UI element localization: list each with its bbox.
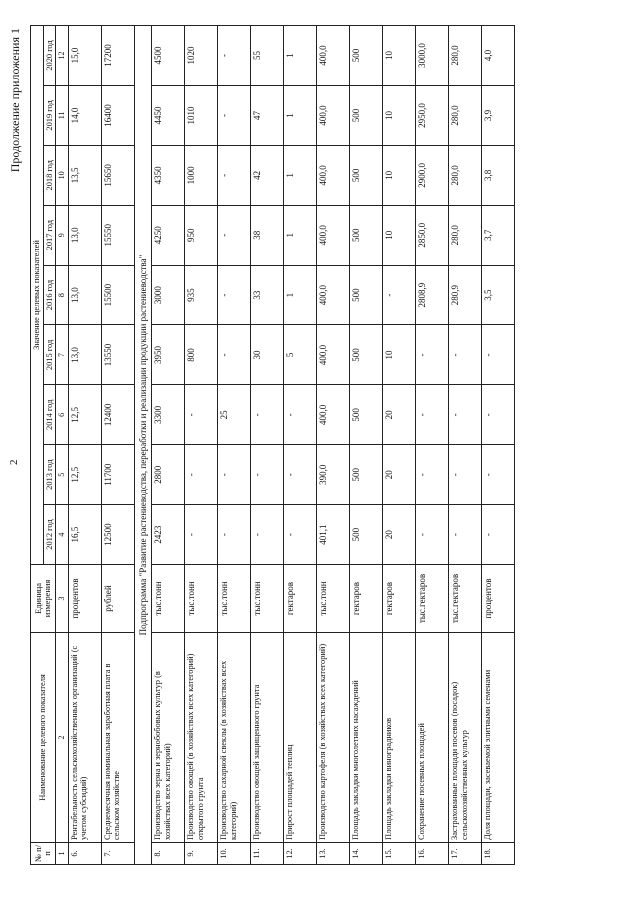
value-cell: - xyxy=(415,325,448,385)
value-cell: - xyxy=(217,265,250,325)
value-cell: - xyxy=(217,325,250,385)
value-cell: 14,0 xyxy=(68,86,101,146)
value-cell: 500 xyxy=(349,86,382,146)
header-year: 2016 год xyxy=(43,265,56,325)
table-row xyxy=(283,26,316,865)
value-cell: - xyxy=(250,445,283,505)
continuation-note: Продолжение приложения 1 xyxy=(8,28,22,173)
value-cell: 13,0 xyxy=(68,265,101,325)
indicator-name: Прирост площадей теплиц xyxy=(283,633,316,843)
value-cell: 1020 xyxy=(184,26,217,86)
value-cell: 16400 xyxy=(101,86,134,146)
column-number: 4 xyxy=(56,505,68,565)
header-year: 2017 год xyxy=(43,205,56,265)
value-cell: 13,5 xyxy=(68,145,101,205)
value-cell: - xyxy=(415,505,448,565)
value-cell: 12,5 xyxy=(68,445,101,505)
value-cell: - xyxy=(217,86,250,146)
value-cell: 400,0 xyxy=(316,385,349,445)
value-cell: 16,5 xyxy=(68,505,101,565)
value-cell: - xyxy=(184,385,217,445)
value-cell: 280,0 xyxy=(448,86,481,146)
table-row xyxy=(448,26,481,865)
value-cell: 25 xyxy=(217,385,250,445)
header-year: 2013 год xyxy=(43,445,56,505)
value-cell: 10 xyxy=(382,205,415,265)
table-row xyxy=(415,26,448,865)
header-year: 2012 год xyxy=(43,505,56,565)
value-cell: - xyxy=(184,445,217,505)
value-cell: 280,0 xyxy=(448,205,481,265)
header-unit: Единица измерения xyxy=(31,565,56,633)
value-cell: 15,0 xyxy=(68,26,101,86)
header-year: 2015 год xyxy=(43,325,56,385)
row-number: 15. xyxy=(382,843,415,865)
indicator-name: Застрахованные площади посевов (посадок) сельскохозяйственных культур xyxy=(448,633,481,843)
value-cell: - xyxy=(481,385,514,445)
value-cell: 935 xyxy=(184,265,217,325)
column-number: 7 xyxy=(56,325,68,385)
table-row xyxy=(382,26,415,865)
value-cell: 2850,0 xyxy=(415,205,448,265)
value-cell: - xyxy=(217,505,250,565)
value-cell: - xyxy=(415,385,448,445)
value-cell: 390,0 xyxy=(316,445,349,505)
indicator-name: Производство овощей (в хозяйствах всех категорий) открытого грунта xyxy=(184,633,217,843)
column-number: 10 xyxy=(56,145,68,205)
row-number: 18. xyxy=(481,843,514,865)
value-cell: - xyxy=(448,385,481,445)
value-cell: - xyxy=(448,325,481,385)
value-cell: 15650 xyxy=(101,145,134,205)
value-cell: 500 xyxy=(349,145,382,205)
value-cell: 500 xyxy=(349,505,382,565)
value-cell: 1 xyxy=(283,265,316,325)
value-cell: 5 xyxy=(283,325,316,385)
value-cell: 4450 xyxy=(151,86,184,146)
unit-cell: тыс.тонн xyxy=(316,565,349,633)
value-cell: 2808,9 xyxy=(415,265,448,325)
indicator-name: Доля площади, засеваемой элитными семенами xyxy=(481,633,514,843)
table-row xyxy=(481,26,514,865)
indicator-name: Производство овощей защищенного грунта xyxy=(250,633,283,843)
value-cell: 13,0 xyxy=(68,205,101,265)
value-cell: 500 xyxy=(349,325,382,385)
value-cell: 400,0 xyxy=(316,205,349,265)
value-cell: 3950 xyxy=(151,325,184,385)
value-cell: 1 xyxy=(283,205,316,265)
row-number: 6. xyxy=(68,843,101,865)
value-cell: 4350 xyxy=(151,145,184,205)
indicator-name: Производство картофеля (в хозяйствах всех категорий) xyxy=(316,633,349,843)
value-cell: 280,0 xyxy=(448,145,481,205)
column-number: 11 xyxy=(56,86,68,146)
value-cell: 4500 xyxy=(151,26,184,86)
unit-cell: процентов xyxy=(68,565,101,633)
value-cell: 1010 xyxy=(184,86,217,146)
row-number: 8. xyxy=(151,843,184,865)
table-row xyxy=(68,26,101,865)
row-number: 11. xyxy=(250,843,283,865)
unit-cell: тыс.тонн xyxy=(217,565,250,633)
value-cell: 33 xyxy=(250,265,283,325)
value-cell: 10 xyxy=(382,86,415,146)
value-cell: 2800 xyxy=(151,445,184,505)
value-cell: 12500 xyxy=(101,505,134,565)
value-cell: 500 xyxy=(349,205,382,265)
column-number: 8 xyxy=(56,265,68,325)
indicator-name: Рентабельность сельскохозяйственных организаций (с учетом субсидий) xyxy=(68,633,101,843)
indicator-name: Производство зерна и зернобобовых культур (в хозяйствах всех категорий) xyxy=(151,633,184,843)
value-cell: 4,0 xyxy=(481,26,514,86)
table-row xyxy=(101,26,134,865)
value-cell: 10 xyxy=(382,145,415,205)
value-cell: - xyxy=(217,205,250,265)
value-cell: 3,9 xyxy=(481,86,514,146)
value-cell: 17200 xyxy=(101,26,134,86)
row-number: 10. xyxy=(217,843,250,865)
value-cell: 20 xyxy=(382,385,415,445)
value-cell: 400,0 xyxy=(316,145,349,205)
value-cell: 3000 xyxy=(151,265,184,325)
value-cell: 10 xyxy=(382,325,415,385)
value-cell: 55 xyxy=(250,26,283,86)
header-year: 2014 год xyxy=(43,385,56,445)
value-cell: - xyxy=(283,385,316,445)
header-year: 2020 год xyxy=(43,26,56,86)
page-number: 2 xyxy=(8,459,20,465)
value-cell: - xyxy=(217,445,250,505)
unit-cell: гектаров xyxy=(283,565,316,633)
value-cell: - xyxy=(448,445,481,505)
row-number: 7. xyxy=(101,843,134,865)
value-cell: - xyxy=(415,445,448,505)
column-number: 12 xyxy=(56,26,68,86)
value-cell: 950 xyxy=(184,205,217,265)
value-cell: - xyxy=(217,26,250,86)
unit-cell: тыс.тонн xyxy=(250,565,283,633)
subprogram-title: Подпрограмма "Развитие растениеводства, переработки и реализации продукции растениеводства" xyxy=(134,26,151,865)
value-cell: 3,5 xyxy=(481,265,514,325)
column-number: 6 xyxy=(56,385,68,445)
table-row xyxy=(250,26,283,865)
value-cell: 500 xyxy=(349,265,382,325)
table-row xyxy=(217,26,250,865)
unit-cell: рублей xyxy=(101,565,134,633)
value-cell: - xyxy=(217,145,250,205)
value-cell: 12400 xyxy=(101,385,134,445)
value-cell: 20 xyxy=(382,445,415,505)
value-cell: - xyxy=(250,505,283,565)
value-cell: 4250 xyxy=(151,205,184,265)
row-number: 17. xyxy=(448,843,481,865)
value-cell: 10 xyxy=(382,26,415,86)
unit-cell: тыс.гектаров xyxy=(448,565,481,633)
indicator-name: Сохранение посевных площадей xyxy=(415,633,448,843)
value-cell: - xyxy=(481,325,514,385)
unit-cell: гектаров xyxy=(382,565,415,633)
value-cell: - xyxy=(448,505,481,565)
value-cell: 13550 xyxy=(101,325,134,385)
value-cell: 20 xyxy=(382,505,415,565)
value-cell: 280,0 xyxy=(448,26,481,86)
value-cell: 1 xyxy=(283,26,316,86)
value-cell: 400,0 xyxy=(316,265,349,325)
value-cell: 30 xyxy=(250,325,283,385)
value-cell: 500 xyxy=(349,385,382,445)
value-cell: 1000 xyxy=(184,145,217,205)
indicators-table xyxy=(30,25,515,865)
header-num: № п/п xyxy=(31,843,56,865)
table-row xyxy=(151,26,184,865)
indicator-name: Производство сахарной свеклы (в хозяйствах всех категорий) xyxy=(217,633,250,843)
indicator-name: Площадь закладки виноградников xyxy=(382,633,415,843)
subprogram-section xyxy=(134,26,151,865)
value-cell: 500 xyxy=(349,26,382,86)
value-cell: 38 xyxy=(250,205,283,265)
row-number: 12. xyxy=(283,843,316,865)
value-cell: - xyxy=(250,385,283,445)
column-number: 2 xyxy=(56,633,68,843)
header-year: 2018 год xyxy=(43,145,56,205)
value-cell: 13,0 xyxy=(68,325,101,385)
value-cell: 3,7 xyxy=(481,205,514,265)
unit-cell: гектаров xyxy=(349,565,382,633)
value-cell: - xyxy=(283,445,316,505)
header-row-1 xyxy=(31,26,44,865)
value-cell: 1 xyxy=(283,86,316,146)
indicator-name: Площадь закладки многолетних насаждений xyxy=(349,633,382,843)
column-number: 9 xyxy=(56,205,68,265)
column-number: 3 xyxy=(56,565,68,633)
column-number: 1 xyxy=(56,843,68,865)
unit-cell: тыс.тонн xyxy=(151,565,184,633)
column-number: 5 xyxy=(56,445,68,505)
value-cell: 400,0 xyxy=(316,26,349,86)
value-cell: 1 xyxy=(283,145,316,205)
row-number: 14. xyxy=(349,843,382,865)
column-numbers-row xyxy=(56,26,68,865)
row-number: 16. xyxy=(415,843,448,865)
value-cell: 11700 xyxy=(101,445,134,505)
value-cell: - xyxy=(481,445,514,505)
value-cell: 47 xyxy=(250,86,283,146)
row-number: 13. xyxy=(316,843,349,865)
table-row xyxy=(184,26,217,865)
value-cell: 2950,0 xyxy=(415,86,448,146)
value-cell: 800 xyxy=(184,325,217,385)
indicator-name: Среднемесячная номинальная заработная плата в сельском хозяйстве xyxy=(101,633,134,843)
header-values-group: Значение целевых показателей xyxy=(31,26,44,565)
unit-cell: тыс.гектаров xyxy=(415,565,448,633)
unit-cell: тыс.тонн xyxy=(184,565,217,633)
value-cell: 15550 xyxy=(101,205,134,265)
value-cell: 2423 xyxy=(151,505,184,565)
value-cell: - xyxy=(382,265,415,325)
subprogram-row xyxy=(134,26,151,865)
value-cell: 500 xyxy=(349,445,382,505)
value-cell: 400,0 xyxy=(316,86,349,146)
row-number: 9. xyxy=(184,843,217,865)
header-year: 2019 год xyxy=(43,86,56,146)
value-cell: 2900,0 xyxy=(415,145,448,205)
value-cell: - xyxy=(184,505,217,565)
value-cell: - xyxy=(481,505,514,565)
header-name: Наименование целевого показателя xyxy=(31,633,56,843)
table-body-bottom xyxy=(151,26,514,865)
value-cell: 401,1 xyxy=(316,505,349,565)
value-cell: 15500 xyxy=(101,265,134,325)
value-cell: 280,9 xyxy=(448,265,481,325)
table-row xyxy=(349,26,382,865)
unit-cell: процентов xyxy=(481,565,514,633)
value-cell: 3,8 xyxy=(481,145,514,205)
value-cell: 400,0 xyxy=(316,325,349,385)
table-body-top xyxy=(68,26,134,865)
value-cell: 42 xyxy=(250,145,283,205)
value-cell: 3000,0 xyxy=(415,26,448,86)
value-cell: 3300 xyxy=(151,385,184,445)
value-cell: 12,5 xyxy=(68,385,101,445)
table-row xyxy=(316,26,349,865)
value-cell: - xyxy=(283,505,316,565)
